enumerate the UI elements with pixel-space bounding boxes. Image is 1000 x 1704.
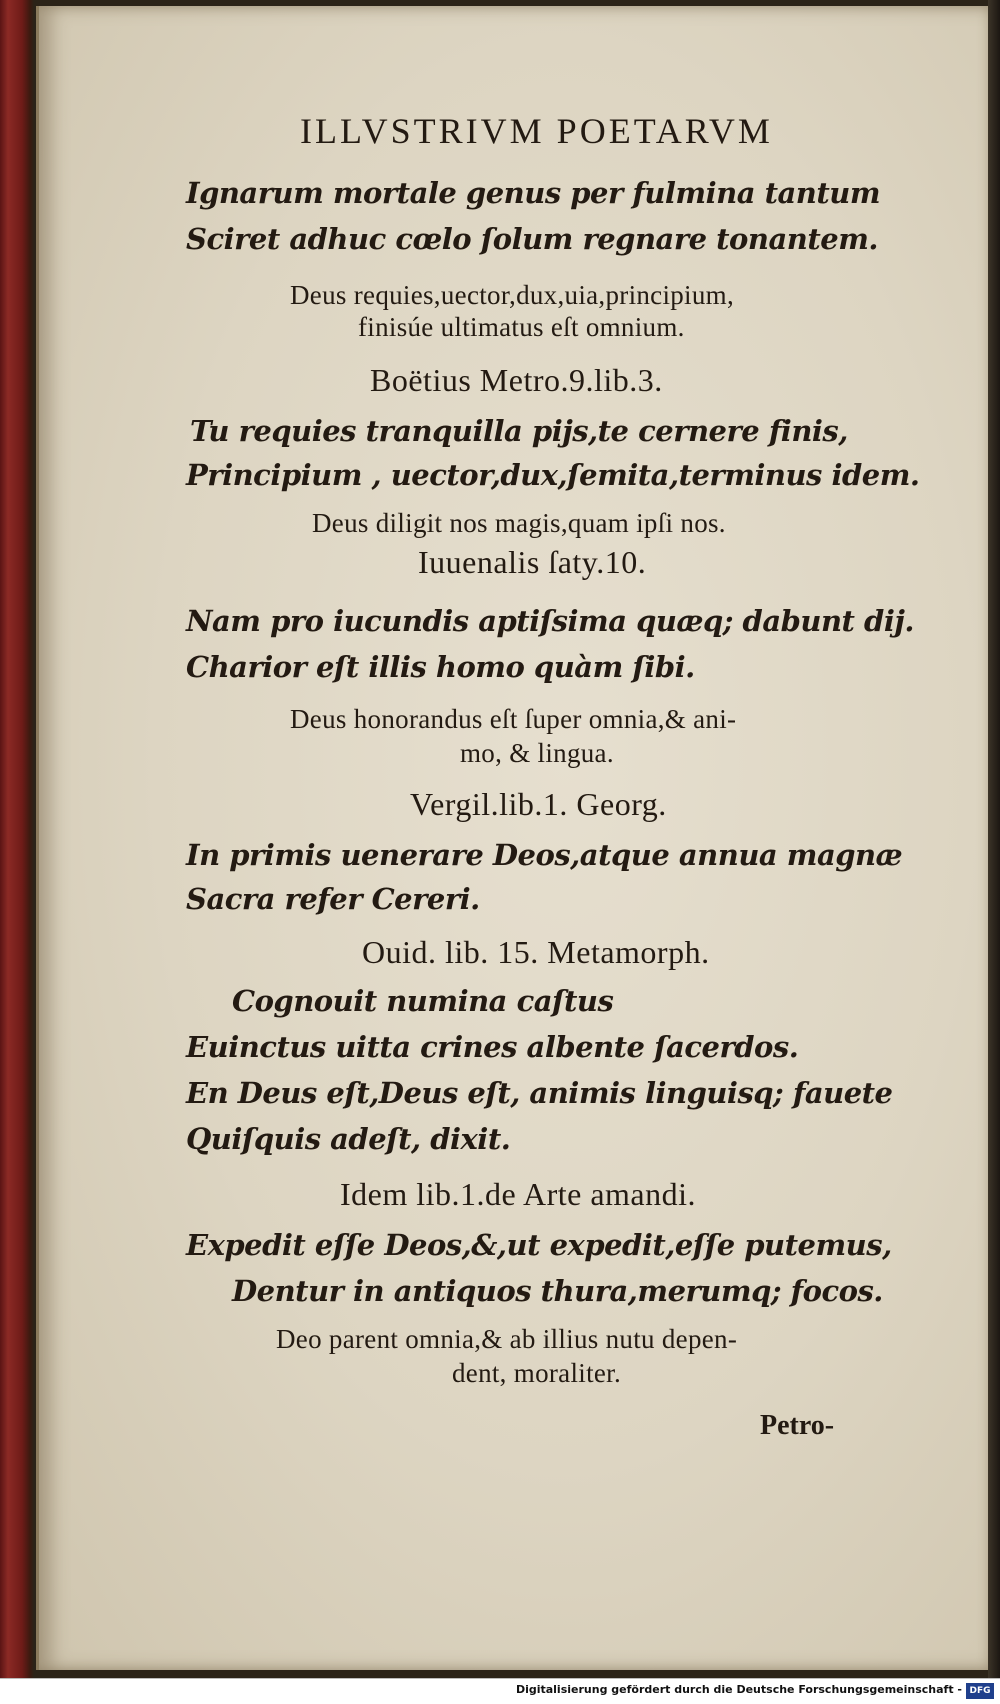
text-line: finisúe ultimatus eſt omnium. — [358, 312, 685, 342]
text-line: Cognouit numina caſtus — [232, 984, 614, 1018]
section-heading: Ouid. lib. 15. Metamorph. — [362, 934, 710, 970]
digitization-footer — [0, 1678, 1000, 1704]
text-line: Sciret adhuc cœlo ſolum regnare tonantem. — [186, 222, 878, 256]
text-line: In primis uenerare Deos,atque annua magnæ — [186, 838, 903, 872]
footer-credit: Digitalisierung gefördert durch die Deutsche Forschungsgemeinschaft - — [515, 1683, 962, 1696]
section-heading: Idem lib.1.de Arte amandi. — [340, 1176, 697, 1212]
text-line: Ignarum mortale genus per fulmina tantum — [186, 176, 881, 210]
text-line: Sacra refer Cereri. — [186, 882, 480, 916]
section-heading: Vergil.lib.1. Georg. — [410, 786, 667, 822]
text-line: Deus diligit nos magis,quam ipſi nos. — [312, 508, 726, 538]
text-line: Dentur in antiquos thura,merumq; focos. — [232, 1274, 883, 1308]
running-head: ILLVSTRIVM POETARVM — [300, 111, 773, 151]
text-line: Deo parent omnia,& ab illius nutu depen- — [276, 1324, 738, 1354]
text-line: dent, moraliter. — [452, 1358, 622, 1388]
text-line: Quiſquis adeſt, dixit. — [186, 1122, 511, 1156]
text-line: Charior eſt illis homo quàm ſibi. — [186, 650, 695, 684]
text-line: En Deus eſt,Deus eſt, animis linguisq; fauete — [186, 1076, 893, 1110]
section-heading: Iuuenalis ſaty.10. — [418, 544, 647, 580]
text-line: Deus honorandus eſt ſuper omnia,& ani- — [290, 704, 737, 734]
catchword: Petro- — [760, 1410, 835, 1441]
dfg-logo: DFG — [966, 1683, 994, 1699]
page-edge — [988, 0, 1000, 1678]
section-heading: Boëtius Metro.9.lib.3. — [370, 362, 663, 398]
text-line: Principium , uector,dux,ſemita,terminus idem. — [186, 458, 920, 492]
text-line: Deus requies,uector,dux,uia,principium, — [290, 280, 735, 310]
text-line: Tu requies tranquilla pijs,te cernere finis, — [190, 414, 848, 448]
text-line: Nam pro iucundis aptiſsima quæq; dabunt dij. — [186, 604, 914, 638]
text-line: mo, & lingua. — [460, 738, 614, 768]
text-line: Euinctus uitta crines albente ſacerdos. — [186, 1030, 799, 1064]
text-line: Expedit eſſe Deos,&,ut expedit,eſſe putemus, — [186, 1228, 892, 1262]
